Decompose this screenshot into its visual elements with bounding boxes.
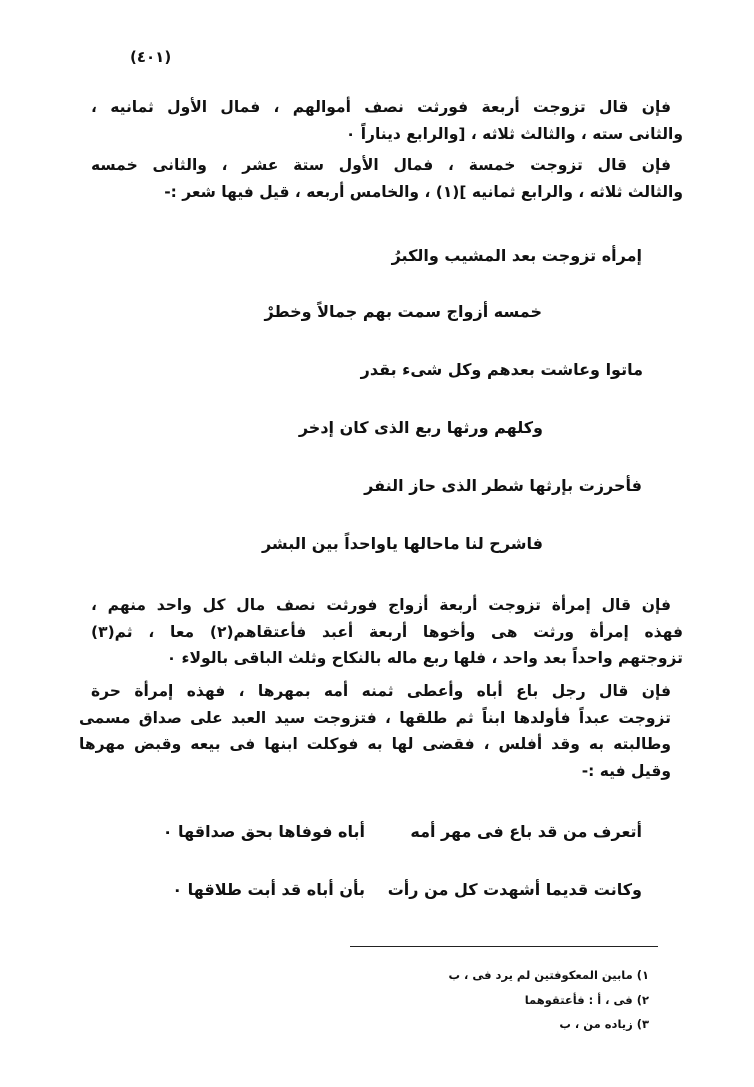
text-line: وطالبته به وقد أفلس ، فقضى لها به فوكلت ابنها فى بيعه وقبض مهرها	[79, 735, 671, 753]
poem-hemistich: أباه فوفاها بحق صداقها ٠	[162, 822, 365, 841]
text-line: فإن قال إمرأة تزوجت أربعة أزواج فورثت نصف مال كل واحد منهم ،	[91, 596, 671, 614]
text-line: فإن قال تزوجت أربعة فورثت نصف أموالهم ، فمال الأول ثمانيه ،	[91, 98, 671, 116]
page-number: (٤٠١)	[130, 48, 172, 66]
poem-line: خمسه أزواج سمت بهم جمالاً وخطرْ	[264, 302, 542, 321]
poem-line: فأحرزت بإرثها شطر الذى حاز النفر	[364, 476, 642, 495]
paragraph-five-husbands	[91, 152, 683, 205]
poem-line: فاشرح لنا ماحالها ياواحداً بين البشر	[261, 534, 543, 553]
text-line: فهذه إمرأة ورثت هى وأخوها أربعة أعبد فأعتقاهم(٢) معا ، ثم(٣)	[91, 622, 683, 641]
text-line: تزوجتهم واحداً بعد واحد ، فلها ربع ماله بالنكاح وثلث الباقى بالولاء ٠	[166, 649, 683, 667]
paragraph-sold-father	[79, 678, 671, 784]
footnote: ٣) زياده من ، ب	[559, 1017, 649, 1031]
poem-line: وكلهم ورثها ربع الذى كان إدخر	[298, 418, 543, 437]
text-line: والثالث ثلاثه ، والرابع ثمانيه ](١) ، والخامس أربعه ، قيل فيها شعر :-	[164, 182, 683, 201]
poem-hemistich: وكانت قديما أشهدت كل من رأت	[387, 880, 642, 899]
text-line: والثانى سته ، والثالث ثلاثه ، [والرابع ديناراً ٠	[345, 124, 683, 143]
poem-hemistich: أتعرف من قد باع فى مهر أمه	[410, 822, 642, 841]
footnote: ٢) فى ، أ : فأعتقوهما	[524, 993, 649, 1007]
text-line: فإن قال رجل باع أباه وأعطى ثمنه أمه بمهرها ، فهذه إمرأة حرة	[91, 682, 671, 700]
poem-line: إمرأه تزوجت بعد المشيب والكبرُ	[391, 246, 642, 265]
text-line: تزوجت عبداً فأولدها ابناً ثم طلقها ، فتزوجت سيد العبد على صداق مسمى	[79, 708, 671, 727]
text-line: وقيل فيه :-	[581, 761, 671, 780]
paragraph-woman-heir	[91, 592, 683, 672]
poem-line: ماتوا وعاشت بعدهم وكل شىء بقدر	[360, 360, 643, 379]
footnote-divider	[350, 946, 658, 947]
text-line: فإن قال تزوجت خمسة ، فمال الأول ستة عشر ، والثانى خمسه	[91, 156, 671, 174]
poem-hemistich: بأن أباه قد أبت طلاقها ٠	[172, 880, 365, 899]
paragraph-four-husbands	[91, 94, 683, 147]
footnote: ١) مابين المعكوفتين لم يرد فى ، ب	[448, 968, 649, 982]
